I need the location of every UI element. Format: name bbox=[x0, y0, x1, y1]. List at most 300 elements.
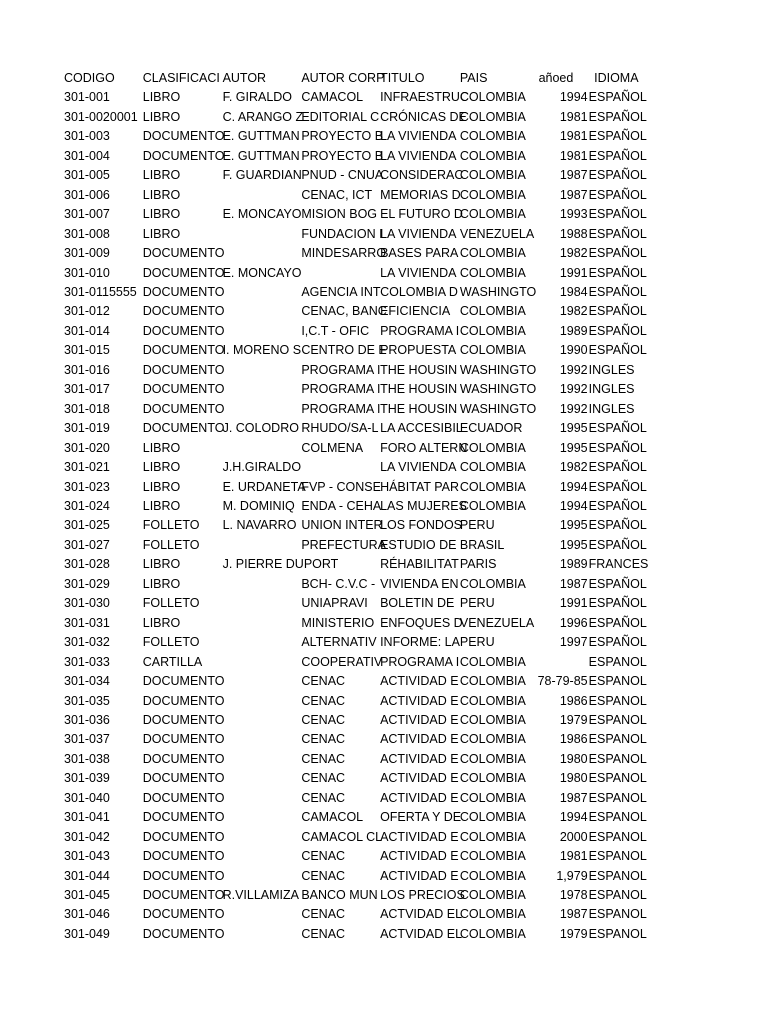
cell-autor[interactable] bbox=[223, 692, 302, 711]
cell-anoed[interactable]: 1987 bbox=[559, 907, 588, 922]
cell-anoed[interactable]: 1995 bbox=[559, 421, 588, 436]
cell-pais[interactable]: ECUADOR bbox=[459, 421, 523, 436]
cell-clasificacion[interactable]: DOCUMENTO bbox=[142, 304, 225, 319]
cell-titulo[interactable]: BASES PARA bbox=[380, 246, 459, 261]
cell-pais[interactable]: COLOMBIA bbox=[459, 440, 526, 455]
cell-anoed[interactable]: 1991 bbox=[559, 596, 588, 611]
cell-idioma[interactable]: FRANCES bbox=[588, 557, 649, 572]
cell-anoed[interactable]: 1982 bbox=[559, 246, 588, 261]
cell-idioma[interactable]: ESPAÑOL bbox=[588, 284, 647, 299]
cell-clasificacion[interactable]: FOLLETO bbox=[142, 537, 200, 552]
cell-anoed[interactable]: 1995 bbox=[559, 440, 588, 455]
cell-codigo[interactable]: 301-037 bbox=[64, 732, 110, 747]
cell-codigo[interactable]: 301-003 bbox=[64, 129, 110, 144]
cell-autor[interactable] bbox=[223, 653, 302, 672]
cell-anoed[interactable]: 1982 bbox=[559, 304, 588, 319]
cell-titulo[interactable]: BOLETIN DE bbox=[380, 596, 455, 611]
cell-codigo[interactable]: 301-030 bbox=[64, 596, 110, 611]
cell-codigo[interactable]: 301-015 bbox=[64, 343, 110, 358]
cell-autor[interactable]: E. GUTTMAN bbox=[222, 129, 300, 144]
cell-titulo[interactable]: ACTVIDAD EL bbox=[380, 926, 463, 941]
cell-anoed[interactable]: 1981 bbox=[559, 148, 588, 163]
cell-autor[interactable]: E. MONCAYO bbox=[222, 265, 302, 280]
header-titulo[interactable]: TITULO bbox=[380, 71, 425, 85]
cell-anoed[interactable]: 1986 bbox=[559, 732, 588, 747]
cell-autor-corp[interactable]: PROGRAMA I bbox=[301, 362, 381, 377]
cell-clasificacion[interactable]: DOCUMENTO bbox=[142, 868, 225, 883]
cell-pais[interactable]: COLOMBIA bbox=[459, 323, 526, 338]
cell-autor[interactable] bbox=[223, 672, 302, 691]
cell-idioma[interactable]: ESPANOL bbox=[588, 654, 647, 669]
cell-anoed[interactable]: 1981 bbox=[559, 849, 588, 864]
header-pais[interactable]: PAIS bbox=[459, 71, 488, 85]
cell-autor-corp[interactable]: PROYECTO B bbox=[301, 148, 384, 163]
cell-clasificacion[interactable]: FOLLETO bbox=[142, 596, 200, 611]
cell-codigo[interactable]: 301-029 bbox=[64, 576, 110, 591]
cell-anoed[interactable] bbox=[538, 653, 589, 672]
cell-anoed[interactable]: 1980 bbox=[559, 751, 588, 766]
cell-idioma[interactable]: ESPAÑOL bbox=[588, 537, 647, 552]
cell-clasificacion[interactable]: LIBRO bbox=[142, 90, 181, 105]
cell-pais[interactable]: COLOMBIA bbox=[459, 304, 526, 319]
cell-autor[interactable] bbox=[223, 400, 302, 419]
cell-titulo[interactable]: ACTIVIDAD E bbox=[380, 751, 459, 766]
cell-clasificacion[interactable]: DOCUMENTO bbox=[142, 284, 225, 299]
cell-autor[interactable] bbox=[223, 614, 302, 633]
cell-autor-corp[interactable]: UNIAPRAVI bbox=[301, 596, 368, 611]
header-codigo[interactable]: CODIGO bbox=[64, 71, 115, 85]
cell-idioma[interactable]: ESPAÑOL bbox=[588, 479, 647, 494]
cell-anoed[interactable]: 1986 bbox=[559, 693, 588, 708]
cell-pais[interactable]: COLOMBIA bbox=[459, 732, 526, 747]
cell-pais[interactable]: PARIS bbox=[459, 557, 497, 572]
cell-pais[interactable]: COLOMBIA bbox=[459, 849, 526, 864]
cell-idioma[interactable]: ESPANOL bbox=[588, 790, 647, 805]
cell-idioma[interactable]: ESPAÑOL bbox=[588, 226, 647, 241]
cell-codigo[interactable]: 301-027 bbox=[64, 537, 110, 552]
cell-anoed[interactable]: 1978 bbox=[559, 888, 588, 903]
cell-codigo[interactable]: 301-043 bbox=[64, 849, 110, 864]
cell-pais[interactable]: COLOMBIA bbox=[459, 654, 526, 669]
header-anoed[interactable]: añoed bbox=[538, 71, 574, 85]
cell-autor-corp[interactable]: CENAC bbox=[301, 849, 346, 864]
cell-titulo[interactable]: ACTIVIDAD E bbox=[380, 868, 459, 883]
cell-pais[interactable]: WASHINGTO bbox=[459, 401, 537, 416]
cell-pais[interactable]: COLOMBIA bbox=[459, 168, 526, 183]
cell-titulo[interactable]: CONSIDERAC bbox=[380, 168, 464, 183]
cell-pais[interactable]: COLOMBIA bbox=[459, 498, 526, 513]
cell-autor-corp[interactable]: CENAC bbox=[301, 712, 346, 727]
cell-pais[interactable]: COLOMBIA bbox=[459, 926, 526, 941]
cell-codigo[interactable]: 301-046 bbox=[64, 907, 110, 922]
header-idioma[interactable]: IDIOMA bbox=[594, 71, 639, 85]
cell-codigo[interactable]: 301-040 bbox=[64, 790, 110, 805]
cell-clasificacion[interactable]: CARTILLA bbox=[142, 654, 203, 669]
cell-anoed[interactable]: 1994 bbox=[559, 810, 588, 825]
cell-pais[interactable]: PERU bbox=[459, 518, 495, 533]
cell-idioma[interactable]: ESPAÑOL bbox=[588, 460, 647, 475]
cell-codigo[interactable]: 301-020 bbox=[64, 440, 110, 455]
cell-autor-corp[interactable]: MINDESARRO bbox=[301, 246, 387, 261]
cell-titulo[interactable]: ACTIVIDAD E bbox=[380, 693, 459, 708]
cell-titulo[interactable]: LAS MUJERES bbox=[380, 498, 467, 513]
cell-titulo[interactable]: HÁBITAT PAR bbox=[380, 479, 460, 494]
cell-pais[interactable]: COLOMBIA bbox=[459, 460, 526, 475]
cell-idioma[interactable]: ESPAÑOL bbox=[588, 421, 647, 436]
cell-idioma[interactable]: ESPAÑOL bbox=[588, 596, 647, 611]
cell-codigo[interactable]: 301-023 bbox=[64, 479, 110, 494]
cell-autor-corp[interactable]: FVP - CONSE bbox=[301, 479, 381, 494]
cell-pais[interactable]: WASHINGTO bbox=[459, 362, 537, 377]
cell-codigo[interactable]: 301-0020001 bbox=[64, 109, 138, 124]
cell-titulo[interactable]: ACTIVIDAD E bbox=[380, 674, 459, 689]
cell-pais[interactable]: COLOMBIA bbox=[459, 207, 526, 222]
cell-clasificacion[interactable]: DOCUMENTO bbox=[142, 129, 225, 144]
cell-idioma[interactable]: ESPANOL bbox=[588, 868, 647, 883]
cell-codigo[interactable]: 301-017 bbox=[64, 382, 110, 397]
cell-codigo[interactable]: 301-014 bbox=[64, 323, 110, 338]
cell-idioma[interactable]: ESPAÑOL bbox=[588, 343, 647, 358]
cell-pais[interactable]: COLOMBIA bbox=[459, 810, 526, 825]
cell-titulo[interactable]: ESTUDIO DE bbox=[380, 537, 457, 552]
cell-idioma[interactable]: ESPAÑOL bbox=[588, 207, 647, 222]
cell-codigo[interactable]: 301-009 bbox=[64, 246, 110, 261]
cell-titulo[interactable]: LOS FONDOS bbox=[380, 518, 463, 533]
cell-titulo[interactable]: ACTIVIDAD E bbox=[380, 732, 459, 747]
cell-idioma[interactable]: ESPAÑOL bbox=[588, 168, 647, 183]
cell-titulo[interactable]: COLOMBIA D bbox=[380, 284, 458, 299]
cell-idioma[interactable]: ESPANOL bbox=[588, 888, 647, 903]
cell-titulo[interactable]: LA VIVIENDA bbox=[380, 148, 457, 163]
cell-autor[interactable] bbox=[223, 283, 302, 302]
cell-clasificacion[interactable]: DOCUMENTO bbox=[142, 323, 225, 338]
cell-anoed[interactable]: 1994 bbox=[559, 479, 588, 494]
cell-autor[interactable]: E. URDANETA bbox=[222, 479, 306, 494]
cell-idioma[interactable]: ESPAÑOL bbox=[588, 187, 647, 202]
cell-pais[interactable]: COLOMBIA bbox=[459, 479, 526, 494]
cell-anoed[interactable]: 1988 bbox=[559, 226, 588, 241]
cell-pais[interactable]: COLOMBIA bbox=[459, 907, 526, 922]
cell-autor-corp[interactable]: CAMACOL bbox=[301, 810, 364, 825]
cell-autor-corp[interactable]: CENAC bbox=[301, 926, 346, 941]
cell-anoed[interactable]: 1979 bbox=[559, 926, 588, 941]
cell-autor[interactable]: J. PIERRE DUPORT bbox=[222, 557, 339, 572]
cell-autor[interactable] bbox=[223, 439, 302, 458]
cell-autor-corp[interactable]: PREFECTURA bbox=[301, 537, 387, 552]
cell-pais[interactable]: COLOMBIA bbox=[459, 90, 526, 105]
cell-idioma[interactable]: ESPAÑOL bbox=[588, 90, 647, 105]
cell-autor[interactable] bbox=[223, 225, 302, 244]
cell-autor-corp[interactable]: PROGRAMA I bbox=[301, 382, 381, 397]
cell-clasificacion[interactable]: DOCUMENTO bbox=[142, 246, 225, 261]
cell-clasificacion[interactable]: LIBRO bbox=[142, 615, 181, 630]
cell-clasificacion[interactable]: DOCUMENTO bbox=[142, 674, 225, 689]
cell-autor[interactable] bbox=[223, 575, 302, 594]
cell-titulo[interactable]: PROPUESTA bbox=[380, 343, 457, 358]
header-clasificacion[interactable]: CLASIFICACI bbox=[142, 71, 220, 85]
cell-codigo[interactable]: 301-028 bbox=[64, 557, 110, 572]
cell-pais[interactable]: COLOMBIA bbox=[459, 343, 526, 358]
cell-clasificacion[interactable]: LIBRO bbox=[142, 187, 181, 202]
cell-idioma[interactable]: INGLES bbox=[588, 362, 635, 377]
cell-pais[interactable]: COLOMBIA bbox=[459, 109, 526, 124]
cell-autor[interactable] bbox=[223, 925, 302, 944]
cell-codigo[interactable]: 301-036 bbox=[64, 712, 110, 727]
cell-idioma[interactable]: ESPAÑOL bbox=[588, 635, 647, 650]
cell-pais[interactable]: COLOMBIA bbox=[459, 888, 526, 903]
cell-clasificacion[interactable]: DOCUMENTO bbox=[142, 907, 225, 922]
cell-clasificacion[interactable]: FOLLETO bbox=[142, 518, 200, 533]
cell-idioma[interactable]: ESPAÑOL bbox=[588, 109, 647, 124]
cell-codigo[interactable]: 301-038 bbox=[64, 751, 110, 766]
cell-autor[interactable] bbox=[223, 244, 302, 263]
cell-autor[interactable] bbox=[223, 789, 302, 808]
cell-autor-corp[interactable] bbox=[301, 264, 380, 283]
cell-titulo[interactable]: LA VIVIENDA bbox=[380, 226, 457, 241]
cell-autor-corp[interactable]: ENDA - CEHA bbox=[301, 498, 382, 513]
cell-anoed[interactable]: 1980 bbox=[559, 771, 588, 786]
cell-codigo[interactable]: 301-018 bbox=[64, 401, 110, 416]
cell-anoed[interactable]: 1,979 bbox=[556, 868, 588, 883]
cell-anoed[interactable]: 1994 bbox=[559, 90, 588, 105]
cell-anoed[interactable]: 1991 bbox=[559, 265, 588, 280]
cell-anoed[interactable]: 1990 bbox=[559, 343, 588, 358]
cell-pais[interactable]: VENEZUELA bbox=[459, 226, 535, 241]
cell-idioma[interactable]: INGLES bbox=[588, 382, 635, 397]
cell-codigo[interactable]: 301-006 bbox=[64, 187, 110, 202]
cell-titulo[interactable]: ACTIVIDAD E bbox=[380, 829, 459, 844]
cell-anoed[interactable]: 1994 bbox=[559, 498, 588, 513]
cell-idioma[interactable]: ESPAÑOL bbox=[588, 440, 647, 455]
cell-idioma[interactable]: ESPAÑOL bbox=[588, 148, 647, 163]
cell-autor[interactable] bbox=[223, 302, 302, 321]
cell-idioma[interactable]: INGLES bbox=[588, 401, 635, 416]
cell-autor-corp[interactable]: CENAC bbox=[301, 790, 346, 805]
cell-autor-corp[interactable]: CENAC bbox=[301, 693, 346, 708]
cell-clasificacion[interactable]: DOCUMENTO bbox=[142, 790, 225, 805]
cell-idioma[interactable]: ESPAÑOL bbox=[588, 498, 647, 513]
cell-autor-corp[interactable]: CENTRO DE E bbox=[301, 343, 387, 358]
cell-pais[interactable]: PERU bbox=[459, 596, 495, 611]
cell-codigo[interactable]: 301-041 bbox=[64, 810, 110, 825]
cell-pais[interactable]: VENEZUELA bbox=[459, 615, 535, 630]
cell-clasificacion[interactable]: LIBRO bbox=[142, 498, 181, 513]
cell-titulo[interactable]: LA VIVIENDA bbox=[380, 129, 457, 144]
cell-autor[interactable]: E. GUTTMAN bbox=[222, 148, 300, 163]
cell-clasificacion[interactable]: DOCUMENTO bbox=[142, 693, 225, 708]
cell-autor[interactable]: J.H.GIRALDO bbox=[222, 460, 302, 475]
cell-idioma[interactable]: ESPANOL bbox=[588, 751, 647, 766]
cell-idioma[interactable]: ESPANOL bbox=[588, 907, 647, 922]
cell-codigo[interactable]: 301-034 bbox=[64, 674, 110, 689]
cell-clasificacion[interactable]: FOLLETO bbox=[142, 635, 200, 650]
cell-autor[interactable]: I. MORENO S bbox=[222, 343, 302, 358]
cell-titulo[interactable]: EL FUTURO D bbox=[380, 207, 463, 222]
cell-anoed[interactable]: 1987 bbox=[559, 576, 588, 591]
cell-autor-corp[interactable]: CENAC bbox=[301, 751, 346, 766]
cell-anoed[interactable]: 1992 bbox=[559, 362, 588, 377]
cell-anoed[interactable]: 78-79-85 bbox=[537, 674, 588, 689]
cell-autor[interactable] bbox=[223, 808, 302, 827]
cell-autor[interactable] bbox=[223, 867, 302, 886]
cell-autor[interactable] bbox=[223, 594, 302, 613]
cell-idioma[interactable]: ESPAÑOL bbox=[588, 246, 647, 261]
cell-clasificacion[interactable]: LIBRO bbox=[142, 479, 181, 494]
cell-autor[interactable] bbox=[223, 769, 302, 788]
cell-autor-corp[interactable]: ALTERNATIV bbox=[301, 635, 377, 650]
cell-codigo[interactable]: 301-005 bbox=[64, 168, 110, 183]
cell-autor-corp[interactable]: CENAC bbox=[301, 907, 346, 922]
cell-clasificacion[interactable]: LIBRO bbox=[142, 168, 181, 183]
cell-titulo[interactable]: ENFOQUES D bbox=[380, 615, 463, 630]
cell-titulo[interactable]: INFRAESTRUC bbox=[380, 90, 469, 105]
cell-clasificacion[interactable]: DOCUMENTO bbox=[142, 343, 225, 358]
cell-pais[interactable]: WASHINGTO bbox=[459, 382, 537, 397]
cell-anoed[interactable]: 2000 bbox=[559, 829, 588, 844]
cell-clasificacion[interactable]: DOCUMENTO bbox=[142, 926, 225, 941]
cell-autor[interactable]: M. DOMINIQ bbox=[222, 498, 295, 513]
cell-autor-corp[interactable]: CENAC, BANC bbox=[301, 304, 387, 319]
cell-idioma[interactable]: ESPANOL bbox=[588, 674, 647, 689]
cell-codigo[interactable]: 301-044 bbox=[64, 868, 110, 883]
cell-autor[interactable]: E. MONCAYO bbox=[222, 207, 302, 222]
cell-titulo[interactable]: MEMORIAS D bbox=[380, 187, 461, 202]
cell-codigo[interactable]: 301-033 bbox=[64, 654, 110, 669]
cell-codigo[interactable]: 301-007 bbox=[64, 207, 110, 222]
cell-titulo[interactable]: RÉHABILITAT bbox=[380, 557, 459, 572]
cell-codigo[interactable]: 301-0115555 bbox=[64, 284, 137, 299]
cell-titulo[interactable]: ACTVIDAD EL bbox=[380, 907, 463, 922]
cell-autor-corp[interactable] bbox=[301, 458, 380, 477]
cell-idioma[interactable]: ESPANOL bbox=[588, 829, 647, 844]
cell-clasificacion[interactable]: LIBRO bbox=[142, 576, 181, 591]
cell-clasificacion[interactable]: LIBRO bbox=[142, 207, 181, 222]
cell-titulo[interactable]: LA ACCESIBIL bbox=[380, 421, 463, 436]
cell-clasificacion[interactable]: DOCUMENTO bbox=[142, 712, 225, 727]
cell-anoed[interactable]: 1995 bbox=[559, 518, 588, 533]
cell-titulo[interactable]: PROGRAMA I bbox=[380, 654, 460, 669]
cell-autor-corp[interactable]: PROGRAMA I bbox=[301, 401, 381, 416]
cell-autor[interactable]: F. GIRALDO bbox=[222, 90, 293, 105]
cell-anoed[interactable]: 1992 bbox=[559, 382, 588, 397]
cell-autor-corp[interactable]: FUNDACION I bbox=[301, 226, 383, 241]
cell-autor-corp[interactable]: PNUD - CNUA bbox=[301, 168, 384, 183]
cell-autor[interactable] bbox=[223, 905, 302, 924]
cell-anoed[interactable]: 1979 bbox=[559, 712, 588, 727]
cell-anoed[interactable]: 1981 bbox=[559, 109, 588, 124]
cell-clasificacion[interactable]: DOCUMENTO bbox=[142, 888, 225, 903]
cell-anoed[interactable]: 1995 bbox=[559, 537, 588, 552]
cell-anoed[interactable]: 1984 bbox=[559, 284, 588, 299]
cell-idioma[interactable]: ESPANOL bbox=[588, 849, 647, 864]
cell-idioma[interactable]: ESPANOL bbox=[588, 810, 647, 825]
cell-pais[interactable]: COLOMBIA bbox=[459, 187, 526, 202]
cell-autor[interactable]: C. ARANGO Z bbox=[222, 109, 304, 124]
cell-pais[interactable]: COLOMBIA bbox=[459, 868, 526, 883]
cell-clasificacion[interactable]: DOCUMENTO bbox=[142, 265, 225, 280]
cell-titulo[interactable]: INFORME: LA bbox=[380, 635, 460, 650]
header-autor-corp[interactable]: AUTOR CORP bbox=[301, 71, 385, 85]
header-autor[interactable]: AUTOR bbox=[222, 71, 267, 85]
cell-autor-corp[interactable]: COOPERATIV bbox=[301, 654, 383, 669]
cell-idioma[interactable]: ESPAÑOL bbox=[588, 615, 647, 630]
cell-idioma[interactable]: ESPAÑOL bbox=[588, 323, 647, 338]
cell-idioma[interactable]: ESPAÑOL bbox=[588, 129, 647, 144]
cell-autor-corp[interactable]: BANCO MUN bbox=[301, 888, 378, 903]
cell-titulo[interactable]: ACTIVIDAD E bbox=[380, 849, 459, 864]
cell-autor-corp[interactable]: COLMENA bbox=[301, 440, 364, 455]
cell-codigo[interactable]: 301-025 bbox=[64, 518, 110, 533]
cell-clasificacion[interactable]: DOCUMENTO bbox=[142, 148, 225, 163]
cell-titulo[interactable]: LA VIVIENDA bbox=[380, 460, 457, 475]
cell-codigo[interactable]: 301-012 bbox=[64, 304, 110, 319]
cell-idioma[interactable]: ESPAÑOL bbox=[588, 304, 647, 319]
cell-clasificacion[interactable]: DOCUMENTO bbox=[142, 810, 225, 825]
cell-clasificacion[interactable]: DOCUMENTO bbox=[142, 849, 225, 864]
cell-autor-corp[interactable]: UNION INTER bbox=[301, 518, 383, 533]
cell-pais[interactable]: COLOMBIA bbox=[459, 829, 526, 844]
cell-autor[interactable]: R.VILLAMIZA bbox=[222, 888, 299, 903]
cell-autor-corp[interactable]: CENAC, ICT bbox=[301, 187, 373, 202]
cell-clasificacion[interactable]: DOCUMENTO bbox=[142, 362, 225, 377]
cell-codigo[interactable]: 301-024 bbox=[64, 498, 110, 513]
cell-pais[interactable]: WASHINGTO bbox=[459, 284, 537, 299]
cell-titulo[interactable]: OFERTA Y DE bbox=[380, 810, 462, 825]
cell-autor[interactable] bbox=[223, 828, 302, 847]
cell-anoed[interactable]: 1993 bbox=[559, 207, 588, 222]
cell-titulo[interactable]: PROGRAMA I bbox=[380, 323, 460, 338]
cell-codigo[interactable]: 301-045 bbox=[64, 888, 110, 903]
cell-autor[interactable] bbox=[223, 847, 302, 866]
cell-titulo[interactable]: ACTIVIDAD E bbox=[380, 712, 459, 727]
cell-titulo[interactable]: ACTIVIDAD E bbox=[380, 771, 459, 786]
cell-idioma[interactable]: ESPAÑOL bbox=[588, 265, 647, 280]
cell-anoed[interactable]: 1989 bbox=[559, 323, 588, 338]
cell-idioma[interactable]: ESPAÑOL bbox=[588, 576, 647, 591]
cell-codigo[interactable]: 301-031 bbox=[64, 615, 110, 630]
cell-pais[interactable]: COLOMBIA bbox=[459, 674, 526, 689]
cell-autor-corp[interactable]: CENAC bbox=[301, 771, 346, 786]
cell-autor[interactable] bbox=[223, 536, 302, 555]
cell-pais[interactable]: COLOMBIA bbox=[459, 576, 526, 591]
cell-anoed[interactable]: 1989 bbox=[559, 557, 588, 572]
cell-titulo[interactable]: ACTIVIDAD E bbox=[380, 790, 459, 805]
cell-clasificacion[interactable]: DOCUMENTO bbox=[142, 771, 225, 786]
cell-autor-corp[interactable]: AGENCIA INT bbox=[301, 284, 381, 299]
cell-autor-corp[interactable]: BCH- C.V.C - bbox=[301, 576, 376, 591]
cell-autor-corp[interactable]: EDITORIAL C bbox=[301, 109, 380, 124]
cell-pais[interactable]: COLOMBIA bbox=[459, 790, 526, 805]
cell-clasificacion[interactable]: DOCUMENTO bbox=[142, 732, 225, 747]
cell-codigo[interactable]: 301-001 bbox=[64, 90, 110, 105]
cell-autor[interactable] bbox=[223, 750, 302, 769]
cell-titulo[interactable]: LOS PRECIOS bbox=[380, 888, 465, 903]
cell-autor-corp[interactable]: CENAC bbox=[301, 732, 346, 747]
cell-autor-corp[interactable]: CENAC bbox=[301, 674, 346, 689]
cell-autor-corp[interactable]: MISION BOG bbox=[301, 207, 378, 222]
cell-codigo[interactable]: 301-021 bbox=[64, 460, 110, 475]
cell-autor-corp[interactable]: I,C.T - OFIC bbox=[301, 323, 370, 338]
cell-idioma[interactable]: ESPANOL bbox=[588, 712, 647, 727]
cell-codigo[interactable]: 301-042 bbox=[64, 829, 110, 844]
cell-pais[interactable]: PERU bbox=[459, 635, 495, 650]
cell-clasificacion[interactable]: LIBRO bbox=[142, 226, 181, 241]
cell-pais[interactable]: COLOMBIA bbox=[459, 693, 526, 708]
cell-pais[interactable]: BRASIL bbox=[459, 537, 505, 552]
cell-clasificacion[interactable]: DOCUMENTO bbox=[142, 382, 225, 397]
cell-idioma[interactable]: ESPANOL bbox=[588, 732, 647, 747]
cell-clasificacion[interactable]: DOCUMENTO bbox=[142, 421, 225, 436]
